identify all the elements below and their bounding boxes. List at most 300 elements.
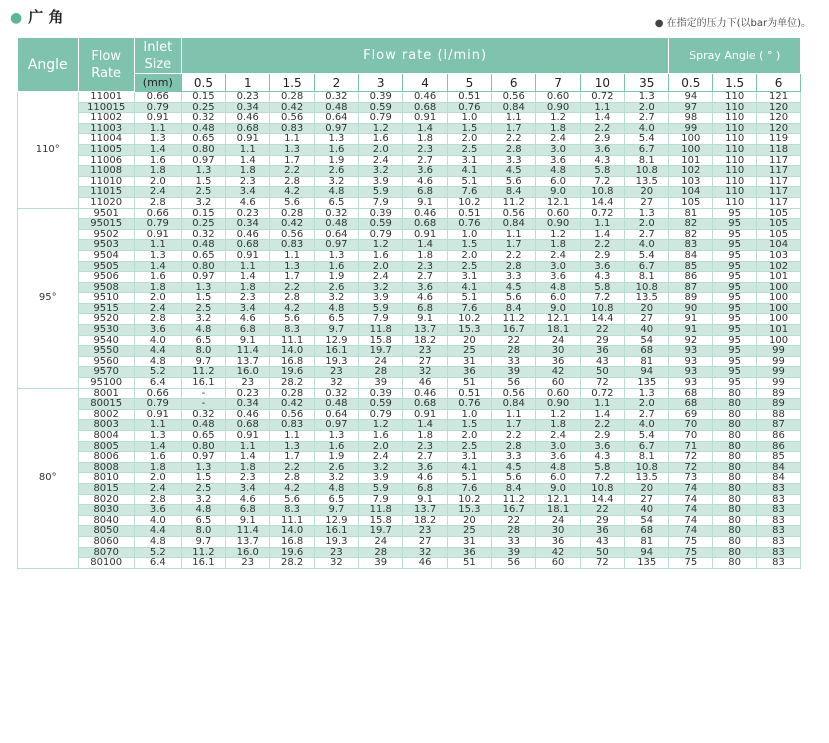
table-row [18,547,801,558]
flow-cell: 4.2 [270,303,314,314]
flow-cell: 10.8 [580,483,624,494]
pressure-note: ● 在指定的压力下(以bar为单位)。 [654,18,811,29]
flow-cell: 32 [403,367,447,378]
flow-cell: 1.2 [359,240,403,251]
flow-cell: 19.6 [270,367,314,378]
spray-angle-cell: 95 [713,272,757,283]
flow-cell: 9.7 [181,536,225,547]
table-row [18,92,801,103]
spray-angle-cell: 74 [669,526,713,537]
flow-cell: 6.0 [536,176,580,187]
flow-cell: 0.91 [403,229,447,240]
spray-angle-cell: 83 [757,494,801,505]
flow-cell: 6.8 [403,303,447,314]
flow-cell: 1.4 [580,409,624,420]
pressure-header: 1 [226,74,270,92]
flow-cell: 33 [492,356,536,367]
flow-cell: 4.5 [492,462,536,473]
flow-cell: 3.3 [492,272,536,283]
inlet-cell: 1.3 [134,250,181,261]
flow-cell: 0.56 [492,92,536,103]
flow-cell: 1.6 [359,431,403,442]
flow-cell: 3.6 [580,261,624,272]
table-row [18,505,801,516]
spray-angle-cell: 100 [757,335,801,346]
spray-angle-cell: 95 [713,250,757,261]
spray-angle-cell: 102 [757,261,801,272]
table-row [18,123,801,134]
flow-cell: 3.2 [359,462,403,473]
flow-cell: 0.56 [492,388,536,399]
flow-cell: 0.15 [181,208,225,219]
flow-cell: 2.0 [447,134,491,145]
flow-cell: 0.97 [314,240,358,251]
table-row [18,441,801,452]
spray-angle-cell: 100 [757,303,801,314]
flow-cell: 1.8 [226,166,270,177]
flow-cell: 10.8 [580,303,624,314]
spray-angle-cell: 80 [713,483,757,494]
model-cell: 9530 [78,325,134,336]
inlet-cell: 2.8 [134,314,181,325]
flow-cell: 1.8 [226,462,270,473]
flow-cell: 1.9 [314,452,358,463]
flow-cell: 1.8 [536,240,580,251]
flow-cell: 2.5 [447,441,491,452]
flow-cell: 36 [536,536,580,547]
model-cell: 8003 [78,420,134,431]
flow-cell: 7.9 [359,197,403,208]
flow-cell: 7.6 [447,303,491,314]
flow-cell: 0.90 [536,399,580,410]
table-row [18,176,801,187]
table-row [18,420,801,431]
flow-cell: 2.5 [447,144,491,155]
model-cell: 9510 [78,293,134,304]
flow-cell: 6.5 [314,494,358,505]
flow-cell: 2.2 [492,250,536,261]
spray-angle-cell: 80 [713,505,757,516]
model-cell: 9515 [78,303,134,314]
flow-cell: 2.0 [359,144,403,155]
flow-cell: 9.1 [226,515,270,526]
spray-angle-cell: 80 [713,420,757,431]
model-cell: 9508 [78,282,134,293]
spray-angle-cell: 80 [713,473,757,484]
spray-angle-cell: 98 [669,113,713,124]
flow-cell: 11.8 [359,505,403,516]
spray-angle-cell: 95 [713,208,757,219]
model-cell: 80100 [78,558,134,569]
flow-cell: 0.64 [314,113,358,124]
flow-cell: 0.51 [447,92,491,103]
table-row [18,325,801,336]
pressure-header: 6 [492,74,536,92]
pressure-header: 5 [447,74,491,92]
flow-cell: 24 [359,536,403,547]
inlet-cell: 4.4 [134,346,181,357]
spray-pressure-header: 0.5 [669,74,713,92]
flow-cell: 30 [536,526,580,537]
flow-cell: 16.1 [181,558,225,569]
flow-cell: 3.6 [536,272,580,283]
flow-cell: 2.0 [625,399,669,410]
inlet-cell: 0.91 [134,409,181,420]
table-row [18,102,801,113]
flow-cell: 0.90 [536,219,580,230]
flow-cell: 0.68 [226,420,270,431]
flow-cell: 1.1 [580,102,624,113]
table-row [18,250,801,261]
spray-angle-cell: 110 [713,197,757,208]
flow-cell: 5.9 [359,187,403,198]
table-row [18,134,801,145]
flow-cell: 1.4 [226,155,270,166]
model-header: Flow Rate [78,38,134,92]
flow-cell: 0.46 [403,208,447,219]
flow-cell: 2.7 [403,155,447,166]
flow-cell: 19.7 [359,526,403,537]
model-cell: 9550 [78,346,134,357]
flow-cell: 1.1 [226,144,270,155]
flow-cell: 4.3 [580,155,624,166]
table-row [18,166,801,177]
flow-cell: 6.5 [314,314,358,325]
flow-cell: 0.39 [359,208,403,219]
spray-angle-cell: 87 [669,282,713,293]
flow-cell: 2.9 [580,134,624,145]
flow-cell: 0.80 [181,441,225,452]
flow-cell: 1.3 [314,134,358,145]
flow-cell: 0.39 [359,92,403,103]
flow-cell: 13.5 [625,293,669,304]
flow-cell: 1.1 [270,250,314,261]
flow-cell: 4.8 [181,325,225,336]
flow-cell: 2.3 [403,144,447,155]
inlet-cell: 6.4 [134,558,181,569]
flow-cell: 0.25 [181,219,225,230]
spray-angle-cell: 95 [713,282,757,293]
flow-cell: 36 [447,367,491,378]
flow-cell: 0.91 [403,113,447,124]
table-row [18,431,801,442]
flow-cell: 32 [403,547,447,558]
flow-cell: 1.5 [447,123,491,134]
spray-angle-cell: 80 [713,515,757,526]
flow-cell: 4.0 [625,123,669,134]
flow-cell: 40 [625,505,669,516]
flow-cell: 0.79 [359,113,403,124]
inlet-cell: 0.91 [134,113,181,124]
flow-cell: 0.48 [181,240,225,251]
flow-cell: 19.6 [270,547,314,558]
flow-cell: 11.2 [492,494,536,505]
spray-angle-cell: 117 [757,197,801,208]
flow-cell: 3.2 [359,166,403,177]
spray-angle-cell: 84 [669,250,713,261]
flow-cell: 1.1 [492,113,536,124]
spray-angle-cell: 118 [757,144,801,155]
flow-cell: 23 [226,558,270,569]
flow-cell: 0.65 [181,134,225,145]
flow-cell: 19.3 [314,356,358,367]
angle-cell: 110° [18,92,79,209]
flow-cell: 2.2 [580,240,624,251]
flow-cell: 19.3 [314,536,358,547]
flow-cell: 6.5 [181,515,225,526]
model-cell: 80015 [78,399,134,410]
spray-angle-cell: 72 [669,462,713,473]
flow-cell: 28 [492,346,536,357]
flow-cell: 3.6 [403,462,447,473]
flow-cell: 0.79 [359,409,403,420]
flow-cell: 16.7 [492,505,536,516]
flow-cell: 1.0 [447,229,491,240]
flow-cell: 50 [580,367,624,378]
flow-cell: 10.8 [625,166,669,177]
flow-cell: 1.3 [181,166,225,177]
flow-cell: 11.2 [181,367,225,378]
flow-cell: 0.91 [226,431,270,442]
flow-cell: 60 [536,558,580,569]
spray-angle-cell: 93 [669,346,713,357]
flow-cell: 1.8 [536,123,580,134]
flow-cell: 15.3 [447,325,491,336]
inlet-cell: 2.0 [134,293,181,304]
inlet-cell: 1.1 [134,123,181,134]
pressure-header: 10 [580,74,624,92]
flow-cell: 27 [403,356,447,367]
flow-cell: 1.9 [314,272,358,283]
flow-cell: 13.7 [226,536,270,547]
table-row [18,187,801,198]
table-row [18,483,801,494]
spray-angle-cell: 104 [669,187,713,198]
flow-cell: 1.1 [492,229,536,240]
table-row [18,229,801,240]
flow-cell: 0.46 [226,409,270,420]
flow-cell: 8.1 [625,452,669,463]
flow-cell: 1.2 [536,113,580,124]
spray-angle-cell: 80 [713,409,757,420]
flow-cell: 10.2 [447,494,491,505]
flow-cell: 2.8 [492,261,536,272]
flow-cell: 43 [580,536,624,547]
flow-cell: 51 [447,558,491,569]
spray-angle-cell: 71 [669,441,713,452]
flow-cell: 2.2 [270,282,314,293]
inlet-cell: 2.0 [134,176,181,187]
flow-cell: 11.2 [492,197,536,208]
inlet-cell: 4.0 [134,335,181,346]
flow-cell: 9.1 [403,197,447,208]
flow-cell: 0.23 [226,208,270,219]
flow-cell: 5.6 [492,293,536,304]
model-cell: 9505 [78,261,134,272]
flow-cell: 1.4 [226,272,270,283]
spray-angle-cell: 93 [669,378,713,389]
flow-cell: 2.3 [403,441,447,452]
flow-cell: 42 [536,547,580,558]
spray-angle-cell: 80 [713,388,757,399]
flow-cell: 27 [625,314,669,325]
inlet-cell: 1.4 [134,261,181,272]
flow-cell: 0.23 [226,388,270,399]
flow-cell: 4.6 [403,176,447,187]
flow-cell: 7.9 [359,314,403,325]
flow-cell: 28.2 [270,558,314,569]
inlet-cell: 4.8 [134,536,181,547]
flow-cell: 135 [625,558,669,569]
flow-cell: 0.76 [447,219,491,230]
flow-cell: 1.4 [403,240,447,251]
pressure-header: 4 [403,74,447,92]
inlet-cell: 1.4 [134,441,181,452]
flow-cell: 39 [492,367,536,378]
inlet-cell: 4.8 [134,356,181,367]
spray-angle-cell: 95 [713,219,757,230]
flow-cell: 4.8 [536,282,580,293]
spray-angle-cell: 84 [757,462,801,473]
table-row [18,462,801,473]
flow-cell: 10.8 [580,187,624,198]
flow-cell: 39 [359,378,403,389]
flow-cell: 0.34 [226,102,270,113]
flow-cell: 6.5 [314,197,358,208]
flow-cell: 28 [359,547,403,558]
table-row [18,314,801,325]
table-row [18,536,801,547]
spray-angle-cell: 95 [713,356,757,367]
flow-cell: 0.80 [181,261,225,272]
table-row [18,272,801,283]
flow-cell: 1.4 [580,113,624,124]
flow-cell: 24 [536,335,580,346]
flow-cell: 23 [314,547,358,558]
flow-cell: 23 [403,346,447,357]
table-row [18,144,801,155]
flow-cell: 0.34 [226,399,270,410]
flow-cell: 11.2 [492,314,536,325]
flow-cell: 18.2 [403,335,447,346]
flow-cell: 2.2 [492,134,536,145]
flow-cell: 2.4 [536,431,580,442]
flow-cell: 6.0 [536,473,580,484]
spray-angle-cell: 100 [757,282,801,293]
flow-cell: 1.5 [181,176,225,187]
inlet-cell: 2.4 [134,303,181,314]
flow-cell: 4.5 [492,282,536,293]
spray-angle-cell: 104 [757,240,801,251]
flow-cell: 1.4 [226,452,270,463]
spray-angle-cell: 90 [669,303,713,314]
spray-angle-cell: 97 [669,102,713,113]
flow-cell: 0.46 [226,113,270,124]
flow-cell: 15.8 [359,515,403,526]
model-cell: 11010 [78,176,134,187]
table-row [18,155,801,166]
flow-cell: 1.3 [314,250,358,261]
flow-cell: 1.3 [625,208,669,219]
model-cell: 95100 [78,378,134,389]
spray-angle-cell: 110 [713,166,757,177]
flow-cell: 0.56 [270,113,314,124]
spray-angle-cell: 93 [669,356,713,367]
flow-cell: 94 [625,367,669,378]
flow-cell: 2.3 [226,473,270,484]
flow-cell: 0.68 [403,399,447,410]
inlet-cell: 1.4 [134,144,181,155]
flow-cell: 1.6 [314,144,358,155]
model-cell: 8070 [78,547,134,558]
flow-cell: 0.56 [270,229,314,240]
spray-angle-cell: 74 [669,494,713,505]
flow-cell: 16.1 [314,526,358,537]
flow-cell: 11.1 [270,515,314,526]
flow-cell: 3.2 [181,494,225,505]
spray-pressure-header: 6 [757,74,801,92]
spray-angle-cell: 110 [713,144,757,155]
flow-cell: 0.72 [580,208,624,219]
table-row [18,335,801,346]
model-cell: 11015 [78,187,134,198]
flow-cell: 3.1 [447,452,491,463]
flow-cell: 1.8 [536,420,580,431]
nozzle-table [17,37,801,569]
flow-cell: 8.1 [625,272,669,283]
spray-angle-cell: 117 [757,155,801,166]
flow-cell: 1.2 [359,123,403,134]
inlet-cell: 1.8 [134,282,181,293]
flow-cell: 1.1 [226,441,270,452]
flow-cell: 2.7 [625,409,669,420]
flow-cell: 2.4 [359,272,403,283]
flow-cell: 2.2 [492,431,536,442]
flow-cell: 1.3 [314,431,358,442]
spray-angle-cell: 99 [757,367,801,378]
flow-cell: 0.91 [403,409,447,420]
flow-cell: 1.1 [492,409,536,420]
flow-cell: 1.2 [536,409,580,420]
inlet-cell: 2.0 [134,473,181,484]
flow-cell: 8.4 [492,187,536,198]
inlet-cell: 0.91 [134,229,181,240]
spray-angle-cell: 84 [757,473,801,484]
table-row [18,452,801,463]
flow-cell: 1.1 [270,134,314,145]
flow-cell: 19.7 [359,346,403,357]
spray-angle-cell: 95 [713,325,757,336]
spray-angle-cell: 105 [669,197,713,208]
flow-cell: 0.56 [270,409,314,420]
model-cell: 8060 [78,536,134,547]
flow-cell: 13.7 [403,325,447,336]
flow-cell: 0.32 [181,229,225,240]
model-cell: 11001 [78,92,134,103]
model-cell: 8004 [78,431,134,442]
flow-cell: 4.1 [447,166,491,177]
inlet-cell: 2.4 [134,187,181,198]
spray-angle-cell: 95 [713,303,757,314]
flow-cell: 2.0 [625,219,669,230]
flow-cell: 3.1 [447,155,491,166]
inlet-unit: (mm) [134,74,181,92]
flow-cell: 2.3 [403,261,447,272]
flow-cell: 4.1 [447,462,491,473]
flow-cell: 81 [625,356,669,367]
flow-cell: 5.8 [580,462,624,473]
flow-cell: 6.8 [226,325,270,336]
